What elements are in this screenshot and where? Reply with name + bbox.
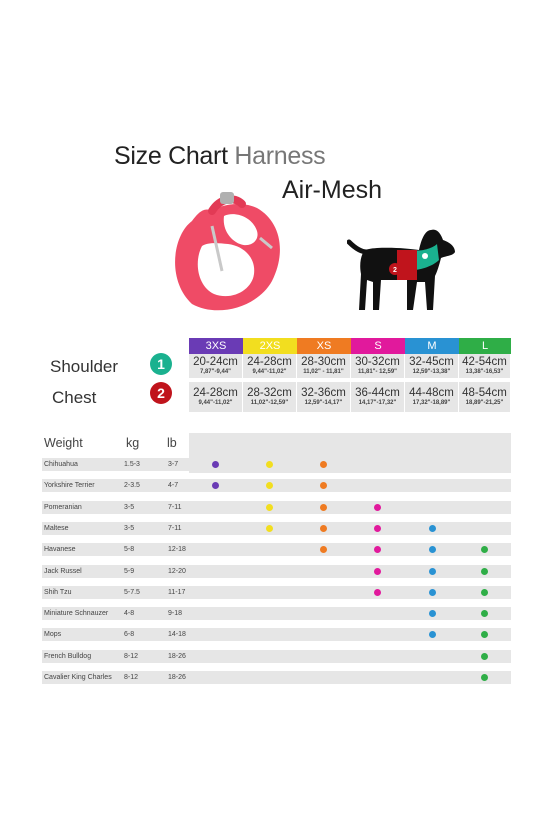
chest-cell-2xs	[243, 382, 297, 412]
row-kg: 3-5	[124, 524, 135, 532]
row-lb: 3-7	[168, 461, 179, 468]
chest-cell-l	[459, 382, 511, 412]
chest-cm-value: 48-54cm	[462, 387, 507, 399]
fit-dot-l	[481, 674, 488, 681]
shoulder-cm-value: 30-32cm	[355, 356, 400, 368]
chest-inch-value: 12,59"-14,17"	[304, 400, 343, 406]
table-row	[42, 543, 511, 556]
row-breed: Pomeranian	[44, 503, 82, 511]
shoulder-cm-value: 42-54cm	[462, 356, 507, 368]
row-kg: 4-8	[124, 610, 135, 618]
table-row	[42, 586, 511, 599]
table-row	[42, 501, 511, 514]
shoulder-badge: 1	[150, 353, 172, 375]
shoulder-cell-3xs	[189, 354, 243, 378]
row-lb: 11-17	[168, 588, 186, 596]
fit-dot-l	[481, 589, 488, 596]
row-lb: 12-20	[168, 567, 186, 575]
row-kg: 1.5-3	[124, 461, 140, 468]
row-breed: Jack Russel	[44, 567, 82, 575]
row-breed: Chihuahua	[44, 461, 78, 468]
row-lb: 4-7	[168, 482, 179, 490]
fit-dot-l	[481, 568, 488, 575]
row-breed: Havanese	[44, 546, 76, 554]
fit-dot-s	[374, 568, 381, 575]
chest-inch-value: 18,89"-21,25"	[465, 400, 504, 406]
table-row	[42, 458, 511, 471]
shoulder-cm-value: 20-24cm	[193, 356, 238, 368]
table-row	[42, 628, 511, 641]
column-header-kg: kg	[126, 436, 140, 450]
fit-dot-m	[429, 589, 436, 596]
shoulder-cell-l	[459, 354, 511, 378]
row-lb: 18-26	[168, 674, 186, 681]
svg-text:2: 2	[393, 267, 397, 274]
chest-cell-s	[351, 382, 405, 412]
chest-cell-3xs	[189, 382, 243, 412]
fit-dot-3xs	[212, 482, 219, 489]
column-header-lb: lb	[167, 436, 177, 450]
fit-dot-m	[429, 525, 436, 532]
fit-dot-xs	[320, 504, 327, 511]
row-kg: 5-8	[124, 546, 135, 554]
table-row	[42, 522, 511, 535]
page-subtitle: Air-Mesh	[282, 176, 383, 204]
chest-inch-value: 17,32"-18,89"	[412, 400, 451, 406]
chest-label: Chest	[52, 388, 97, 407]
row-breed: Cavalier King Charles	[44, 674, 112, 681]
shoulder-cell-2xs	[243, 354, 297, 378]
row-breed: Mops	[44, 631, 62, 639]
title-bold: Size Chart	[114, 142, 228, 170]
row-kg: 2-3.5	[124, 482, 140, 490]
row-lb: 7-11	[168, 503, 182, 511]
table-row	[42, 650, 511, 663]
fit-dot-m	[429, 631, 436, 638]
page-title	[114, 142, 325, 171]
row-kg: 5-7.5	[124, 588, 140, 596]
fit-dot-l	[481, 610, 488, 617]
fit-dot-s	[374, 589, 381, 596]
size-header-3xs: 3XS	[189, 338, 243, 355]
shoulder-cm-value: 32-45cm	[409, 356, 454, 368]
fit-dot-2xs	[266, 461, 273, 468]
fit-dot-2xs	[266, 482, 273, 489]
fit-dot-xs	[320, 461, 327, 468]
fit-dot-m	[429, 610, 436, 617]
size-header-xs: XS	[297, 338, 351, 355]
fit-dot-l	[481, 653, 488, 660]
row-lb: 9-18	[168, 610, 183, 618]
table-row	[42, 479, 511, 492]
row-lb: 7-11	[168, 524, 182, 532]
chest-badge: 2	[150, 382, 172, 404]
row-breed: Shih Tzu	[44, 588, 72, 596]
table-row	[42, 671, 511, 684]
chest-inch-value: 11,02"-12,59"	[250, 400, 289, 406]
fit-dot-s	[374, 525, 381, 532]
dog-silhouette-image	[347, 224, 459, 316]
size-header-m: M	[405, 338, 459, 355]
shoulder-inch-value: 11,81"- 12,59"	[357, 369, 398, 375]
shoulder-cell-m	[405, 354, 459, 378]
row-lb: 14-18	[168, 631, 186, 639]
chest-cm-value: 32-36cm	[301, 387, 346, 399]
chest-cm-value: 44-48cm	[409, 387, 454, 399]
row-breed: Maltese	[44, 524, 69, 532]
row-kg: 5-9	[124, 567, 135, 575]
fit-dot-xs	[320, 482, 327, 489]
row-lb: 18-26	[168, 652, 186, 660]
shoulder-cm-value: 28-30cm	[301, 356, 346, 368]
fit-dot-s	[374, 504, 381, 511]
fit-dot-l	[481, 631, 488, 638]
row-kg: 6-8	[124, 631, 135, 639]
chest-cell-xs	[297, 382, 351, 412]
column-header-weight: Weight	[44, 436, 83, 450]
row-lb: 12-18	[168, 546, 186, 554]
fit-dot-l	[481, 546, 488, 553]
shoulder-cell-s	[351, 354, 405, 378]
chest-cm-value: 24-28cm	[193, 387, 238, 399]
fit-dot-3xs	[212, 461, 219, 468]
row-kg: 8-12	[124, 652, 139, 660]
size-header-s: S	[351, 338, 405, 355]
row-breed: French Bulldog	[44, 652, 92, 660]
chest-cell-m	[405, 382, 459, 412]
fit-dot-2xs	[266, 504, 273, 511]
shoulder-cm-value: 24-28cm	[247, 356, 292, 368]
shoulder-inch-value: 12,59"-13,38"	[412, 369, 451, 375]
size-header-l: L	[459, 338, 511, 355]
fit-dot-2xs	[266, 525, 273, 532]
title-light: Harness	[234, 142, 326, 170]
chest-inch-value: 9,44"-11,02"	[198, 400, 233, 406]
fit-dot-xs	[320, 546, 327, 553]
shoulder-inch-value: 9,44"-11,02"	[252, 369, 287, 375]
shoulder-inch-value: 7,87"-9,44"	[199, 369, 232, 375]
shoulder-inch-value: 11,02" - 11,81"	[303, 369, 344, 375]
row-kg: 3-5	[124, 503, 135, 511]
shoulder-label: Shoulder	[50, 357, 119, 376]
shoulder-cell-xs	[297, 354, 351, 378]
table-row	[42, 607, 511, 620]
fit-dot-s	[374, 546, 381, 553]
fit-dot-m	[429, 568, 436, 575]
table-row	[42, 565, 511, 578]
size-header-2xs: 2XS	[243, 338, 297, 355]
fit-dot-xs	[320, 525, 327, 532]
row-breed: Miniature Schnauzer	[44, 610, 109, 618]
row-breed: Yorkshire Terrier	[44, 482, 95, 490]
harness-image	[162, 186, 292, 316]
chest-cm-value: 28-32cm	[247, 387, 292, 399]
row-kg: 8-12	[124, 674, 139, 681]
chest-inch-value: 14,17"-17,32"	[358, 400, 397, 406]
shoulder-inch-value: 13,38"-16,53"	[465, 369, 504, 375]
chest-cm-value: 36-44cm	[355, 387, 400, 399]
fit-dot-m	[429, 546, 436, 553]
